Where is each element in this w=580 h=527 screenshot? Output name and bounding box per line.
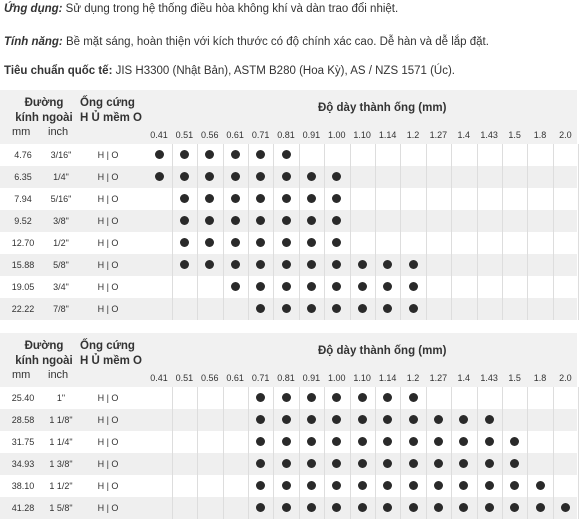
availability-dot: [256, 150, 265, 159]
cell-mm: 28.58: [11, 415, 35, 425]
availability-dot: [358, 393, 367, 402]
availability-dot: [459, 481, 468, 490]
grid-line: [197, 387, 198, 519]
availability-dot: [307, 238, 316, 247]
availability-dot: [205, 238, 214, 247]
grid-line: [400, 387, 401, 519]
cell-hardness: H | O: [97, 238, 119, 248]
table-row: [0, 453, 577, 475]
thickness-tick: 1.10: [353, 373, 371, 383]
thickness-tick: 1.27: [429, 130, 448, 140]
cell-mm: 15.88: [11, 260, 35, 270]
availability-dot: [358, 437, 367, 446]
availability-dot: [485, 481, 494, 490]
cell-mm: 19.05: [11, 282, 35, 292]
availability-dot: [510, 437, 519, 446]
availability-dot: [383, 282, 392, 291]
cell-inch: 5/8": [53, 260, 69, 270]
availability-dot: [383, 481, 392, 490]
table-header: [0, 333, 577, 387]
availability-dot: [307, 459, 316, 468]
header-mm: mm: [12, 126, 31, 138]
availability-dot: [536, 481, 545, 490]
cell-inch: 7/8": [53, 304, 69, 314]
availability-dot: [459, 415, 468, 424]
availability-dot: [282, 304, 291, 313]
availability-dot: [332, 437, 341, 446]
cell-mm: 9.52: [14, 216, 32, 226]
availability-dot: [332, 194, 341, 203]
availability-dot: [155, 150, 164, 159]
cell-inch: 3/8": [53, 216, 69, 226]
thickness-tick: 2.0: [559, 373, 572, 383]
thickness-tick: 1.00: [328, 373, 346, 383]
cell-inch: 1 3/8": [49, 459, 73, 469]
cell-inch: 1/4": [53, 172, 69, 182]
availability-dot: [485, 437, 494, 446]
grid-line: [350, 144, 351, 320]
table-row: [0, 276, 577, 298]
availability-dot: [282, 481, 291, 490]
availability-dot: [231, 194, 240, 203]
cell-inch: 1 5/8": [49, 503, 73, 513]
availability-dot: [256, 260, 265, 269]
grid-line: [375, 387, 376, 519]
header-hardness: Ống cứng H Ủ mềm O: [80, 340, 142, 367]
cell-hardness: H | O: [97, 503, 119, 513]
cell-inch: 5/16": [50, 194, 72, 204]
thickness-tick: 0.41: [150, 130, 168, 140]
availability-dot: [205, 216, 214, 225]
availability-dot: [231, 238, 240, 247]
header-outer-diameter: Đường kính ngoài: [15, 340, 73, 367]
availability-dot: [383, 415, 392, 424]
cell-inch: 1 1/4": [49, 437, 73, 447]
info-line-1: [4, 3, 398, 15]
thickness-tick: 1.10: [353, 130, 371, 140]
table-row: [0, 188, 577, 210]
thickness-tick: 0.71: [251, 373, 270, 383]
availability-dot: [459, 503, 468, 512]
cell-hardness: H | O: [97, 459, 119, 469]
availability-dot: [307, 437, 316, 446]
availability-dot: [409, 437, 418, 446]
availability-dot: [155, 172, 164, 181]
availability-dot: [358, 481, 367, 490]
availability-dot: [282, 216, 291, 225]
availability-dot: [205, 194, 214, 203]
grid-line: [426, 387, 427, 519]
availability-dot: [383, 459, 392, 468]
availability-dot: [332, 238, 341, 247]
availability-dot: [205, 150, 214, 159]
availability-dot: [282, 238, 291, 247]
cell-mm: 25.40: [11, 393, 35, 403]
info-text: JIS H3300 (Nhật Bản), ASTM B280 (Hoa Kỳ), AS / NZS 1571 (Úc).: [112, 65, 456, 77]
grid-line: [477, 144, 478, 320]
thickness-tick: 2.0: [559, 130, 572, 140]
table-row: [0, 409, 577, 431]
availability-dot: [282, 415, 291, 424]
cell-hardness: H | O: [97, 437, 119, 447]
cell-hardness: H | O: [97, 260, 119, 270]
thickness-tick: 1.14: [378, 373, 397, 383]
table-row: [0, 232, 577, 254]
availability-dot: [332, 260, 341, 269]
availability-dot: [409, 503, 418, 512]
availability-dot: [383, 437, 392, 446]
availability-dot: [332, 459, 341, 468]
availability-dot: [180, 216, 189, 225]
thickness-tick: 1.2: [406, 130, 420, 140]
availability-dot: [485, 503, 494, 512]
availability-dot: [180, 172, 189, 181]
availability-dot: [180, 238, 189, 247]
grid-line: [578, 387, 579, 519]
availability-dot: [180, 150, 189, 159]
availability-dot: [510, 481, 519, 490]
availability-dot: [307, 481, 316, 490]
thickness-tick: 1.8: [533, 373, 547, 383]
header-hardness: Ống cứng H Ủ mềm O: [80, 97, 142, 124]
availability-dot: [282, 282, 291, 291]
grid-line: [502, 387, 503, 519]
grid-line: [299, 144, 300, 320]
tube-table-2: [0, 333, 577, 523]
thickness-tick: 1.14: [378, 130, 397, 140]
availability-dot: [434, 415, 443, 424]
grid-line: [299, 387, 300, 519]
availability-dot: [256, 216, 265, 225]
availability-dot: [231, 150, 240, 159]
availability-dot: [231, 216, 240, 225]
availability-dot: [358, 459, 367, 468]
availability-dot: [510, 459, 519, 468]
cell-mm: 12.70: [11, 238, 35, 248]
cell-inch: 1 1/2": [49, 481, 73, 491]
thickness-tick: 0.81: [277, 373, 295, 383]
availability-dot: [332, 415, 341, 424]
availability-dot: [358, 503, 367, 512]
cell-hardness: H | O: [97, 216, 119, 226]
availability-dot: [282, 393, 291, 402]
cell-hardness: H | O: [97, 150, 119, 160]
grid-line: [223, 144, 224, 320]
availability-dot: [536, 503, 545, 512]
availability-dot: [459, 459, 468, 468]
info-text: Sử dụng trong hệ thống điều hòa không khí và dàn trao đổi nhiệt.: [62, 3, 399, 15]
thickness-tick: 0.51: [175, 373, 194, 383]
availability-dot: [358, 282, 367, 291]
thickness-tick: 0.91: [302, 373, 321, 383]
grid-line: [477, 387, 478, 519]
cell-hardness: H | O: [97, 172, 119, 182]
availability-dot: [358, 304, 367, 313]
availability-dot: [332, 481, 341, 490]
availability-dot: [307, 172, 316, 181]
availability-dot: [256, 503, 265, 512]
cell-mm: 22.22: [11, 304, 35, 314]
grid-line: [553, 144, 554, 320]
availability-dot: [409, 304, 418, 313]
info-text: Bề mặt sáng, hoàn thiện với kích thước có độ chính xác cao. Dễ hàn và dễ lắp đặt.: [62, 36, 489, 48]
thickness-tick: 0.56: [201, 373, 219, 383]
header-inch: inch: [48, 369, 69, 381]
cell-inch: 1": [56, 393, 66, 403]
table-row: [0, 144, 577, 166]
thickness-tick: 0.81: [277, 130, 295, 140]
availability-dot: [409, 260, 418, 269]
cell-mm: 4.76: [14, 150, 32, 160]
availability-dot: [510, 503, 519, 512]
header-inch: inch: [48, 126, 69, 138]
availability-dot: [256, 481, 265, 490]
grid-line: [426, 144, 427, 320]
availability-dot: [307, 304, 316, 313]
grid-line: [350, 387, 351, 519]
availability-dot: [409, 282, 418, 291]
header-mm: mm: [12, 369, 31, 381]
availability-dot: [383, 304, 392, 313]
grid-line: [223, 387, 224, 519]
availability-dot: [282, 260, 291, 269]
info-line-2: [4, 36, 489, 48]
grid-line: [324, 387, 325, 519]
table-row: [0, 210, 577, 232]
thickness-tick: 1.8: [533, 130, 547, 140]
availability-dot: [383, 260, 392, 269]
header-wall-thickness: Độ dày thành ống (mm): [318, 345, 447, 357]
availability-dot: [256, 194, 265, 203]
grid-line: [451, 387, 452, 519]
thickness-tick: 0.61: [226, 130, 244, 140]
availability-dot: [256, 393, 265, 402]
availability-dot: [332, 393, 341, 402]
grid-line: [553, 387, 554, 519]
availability-dot: [383, 393, 392, 402]
availability-dot: [332, 216, 341, 225]
availability-dot: [180, 194, 189, 203]
availability-dot: [282, 150, 291, 159]
grid-line: [172, 387, 173, 519]
availability-dot: [205, 260, 214, 269]
availability-dot: [256, 459, 265, 468]
grid-line: [375, 144, 376, 320]
availability-dot: [561, 503, 570, 512]
cell-hardness: H | O: [97, 194, 119, 204]
table-row: [0, 497, 577, 519]
cell-mm: 6.35: [14, 172, 32, 182]
grid-line: [502, 144, 503, 320]
availability-dot: [434, 437, 443, 446]
availability-dot: [434, 503, 443, 512]
availability-dot: [307, 503, 316, 512]
thickness-tick: 0.71: [251, 130, 270, 140]
cell-inch: 3/16": [50, 150, 72, 160]
cell-mm: 7.94: [14, 194, 32, 204]
grid-line: [172, 144, 173, 320]
availability-dot: [282, 459, 291, 468]
availability-dot: [307, 393, 316, 402]
grid-line: [273, 144, 274, 320]
availability-dot: [434, 459, 443, 468]
availability-dot: [307, 194, 316, 203]
thickness-tick: 1.5: [508, 130, 521, 140]
table-row: [0, 298, 577, 320]
cell-mm: 34.93: [11, 459, 35, 469]
table-row: [0, 431, 577, 453]
cell-hardness: H | O: [97, 282, 119, 292]
availability-dot: [282, 194, 291, 203]
availability-dot: [282, 437, 291, 446]
thickness-tick: 1.4: [457, 130, 471, 140]
thickness-tick: 0.41: [150, 373, 168, 383]
grid-line: [400, 144, 401, 320]
info-line-3: [4, 65, 455, 77]
grid-line: [248, 387, 249, 519]
header-wall-thickness: Độ dày thành ống (mm): [318, 102, 447, 114]
availability-dot: [409, 415, 418, 424]
availability-dot: [409, 481, 418, 490]
availability-dot: [485, 415, 494, 424]
availability-dot: [383, 503, 392, 512]
availability-dot: [358, 415, 367, 424]
thickness-tick: 1.4: [457, 373, 471, 383]
availability-dot: [256, 282, 265, 291]
availability-dot: [409, 459, 418, 468]
cell-hardness: H | O: [97, 415, 119, 425]
header-outer-diameter: Đường kính ngoài: [15, 97, 73, 124]
cell-hardness: H | O: [97, 393, 119, 403]
availability-dot: [282, 172, 291, 181]
thickness-tick: 0.91: [302, 130, 321, 140]
availability-dot: [485, 459, 494, 468]
availability-dot: [256, 172, 265, 181]
thickness-tick: 1.27: [429, 373, 448, 383]
availability-dot: [409, 393, 418, 402]
grid-line: [451, 144, 452, 320]
cell-hardness: H | O: [97, 481, 119, 491]
availability-dot: [332, 503, 341, 512]
availability-dot: [231, 260, 240, 269]
availability-dot: [256, 415, 265, 424]
info-label: Tiêu chuẩn quốc tế:: [4, 65, 113, 77]
availability-dot: [205, 172, 214, 181]
availability-dot: [256, 238, 265, 247]
grid-line: [273, 387, 274, 519]
thickness-tick: 1.2: [406, 373, 420, 383]
info-label: Tính năng:: [4, 36, 63, 48]
thickness-tick: 0.61: [226, 373, 244, 383]
grid-line: [527, 387, 528, 519]
info-label: Ứng dụng:: [4, 3, 63, 15]
cell-mm: 31.75: [11, 437, 35, 447]
availability-dot: [307, 216, 316, 225]
thickness-tick: 0.51: [175, 130, 194, 140]
table-header: [0, 90, 577, 144]
thickness-tick: 1.00: [328, 130, 346, 140]
cell-inch: 1/2": [53, 238, 69, 248]
availability-dot: [307, 260, 316, 269]
thickness-tick: 1.43: [480, 373, 498, 383]
availability-dot: [332, 172, 341, 181]
grid-line: [197, 144, 198, 320]
availability-dot: [459, 437, 468, 446]
cell-inch: 3/4": [53, 282, 69, 292]
availability-dot: [332, 304, 341, 313]
table-row: [0, 387, 577, 409]
availability-dot: [256, 304, 265, 313]
availability-dot: [307, 282, 316, 291]
table-row: [0, 166, 577, 188]
table-row: [0, 254, 577, 276]
grid-line: [324, 144, 325, 320]
grid-line: [578, 144, 579, 320]
availability-dot: [434, 481, 443, 490]
cell-mm: 41.28: [11, 503, 35, 513]
availability-dot: [332, 282, 341, 291]
availability-dot: [256, 437, 265, 446]
availability-dot: [282, 503, 291, 512]
availability-dot: [231, 172, 240, 181]
table-row: [0, 475, 577, 497]
availability-dot: [358, 260, 367, 269]
thickness-tick: 1.5: [508, 373, 521, 383]
cell-hardness: H | O: [97, 304, 119, 314]
availability-dot: [180, 260, 189, 269]
thickness-tick: 1.43: [480, 130, 498, 140]
availability-dot: [307, 415, 316, 424]
availability-dot: [231, 282, 240, 291]
thickness-tick: 0.56: [201, 130, 219, 140]
cell-mm: 38.10: [11, 481, 35, 491]
cell-inch: 1 1/8": [49, 415, 73, 425]
grid-line: [248, 144, 249, 320]
grid-line: [527, 144, 528, 320]
tube-table-1: [0, 90, 577, 320]
